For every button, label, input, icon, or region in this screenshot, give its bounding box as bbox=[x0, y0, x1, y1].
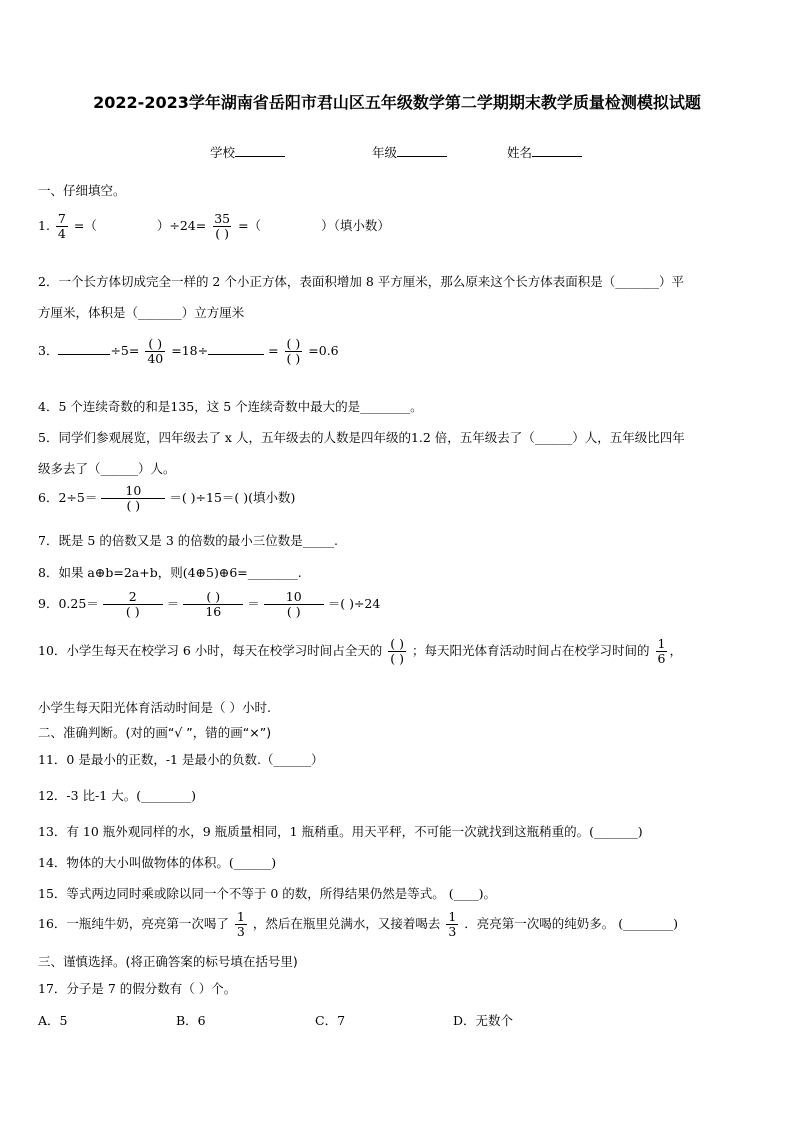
q9-fraction-10: $\frac{10}{( )}$ bbox=[266, 590, 322, 619]
section-3-heading: 三、谨慎选择。(将正确答案的标号填在括号里) bbox=[38, 954, 298, 969]
question-12: 12．-3 比-1 大。(________) bbox=[38, 788, 196, 803]
question-5-line-2: 级多去了（______）人。 bbox=[38, 461, 176, 476]
question-5-line-1: 5．同学们参观展览，四年级去了 x 人，五年级去的人数是四年级的1.2 倍，五年级去了（______）人，五年级比四年 bbox=[38, 430, 685, 445]
question-16: 16．一瓶纯牛奶，亮亮第一次喝了 $\frac{1}{3}$ ，然后在瓶里兑满水，又接着喝去 $\frac{1}{3}$ ．亮亮第一次喝的纯奶多。 (________) bbox=[38, 909, 679, 939]
question-8: 8．如果 a⊕b=2a+b，则(4⊕5)⊕6=________. bbox=[38, 565, 302, 580]
q3-blank-1[interactable] bbox=[58, 343, 110, 355]
option-b[interactable]: B．6 bbox=[176, 1013, 206, 1028]
q10-fraction-blank: $\frac{( )}{( )}$ bbox=[390, 636, 405, 666]
q9-fraction-2: $\frac{2}{( )}$ bbox=[105, 590, 161, 619]
q6-fraction-10: $\frac{10}{( )}$ bbox=[103, 484, 163, 513]
school-label: 学校 bbox=[210, 145, 236, 160]
name-label: 姓名 bbox=[507, 145, 533, 160]
q10-fraction-1-6: $\frac{1}{6}$ bbox=[657, 636, 666, 666]
question-3: 3． ÷5= $\frac{( )}{40}$ =18÷ = $\frac{( )}{( )}$ =0.6 bbox=[38, 336, 339, 366]
question-2-line-2: 方厘米，体积是（_______）立方厘米 bbox=[38, 305, 245, 320]
question-15: 15．等式两边同时乘或除以同一个不等于 0 的数，所得结果仍然是等式。 (____)。 bbox=[38, 886, 497, 901]
q3-fraction-40: $\frac{( )}{40}$ bbox=[147, 336, 164, 366]
question-6: 6．2÷5＝ $\frac{10}{( )}$ ＝( )÷15＝( )(填小数) bbox=[38, 483, 296, 513]
question-17: 17．分子是 7 的假分数有（ ）个。 bbox=[38, 981, 237, 996]
section-2-heading: 二、准确判断。(对的画“√ ”，错的画“×”) bbox=[38, 725, 272, 740]
question-11: 11．0 是最小的正数，-1 是最小的负数.（______） bbox=[38, 752, 324, 767]
grade-label: 年级 bbox=[372, 145, 398, 160]
question-10: 10．小学生每天在校学习 6 小时，每天在校学习时间占全天的 $\frac{( )}{( )}$ ；每天阳光体育活动时间占在校学习时间的 $\frac{1}{6}$ ， bbox=[38, 636, 682, 666]
section-1-heading: 一、仔细填空。 bbox=[38, 183, 126, 198]
question-1: 1. $\frac{7}{4}$ =（ ）÷24= $\frac{35}{( )}$ =（ ）（填小数） bbox=[38, 211, 390, 241]
question-4: 4．5 个连续奇数的和是135，这 5 个连续奇数中最大的是________。 bbox=[38, 399, 423, 414]
grade-blank[interactable] bbox=[397, 145, 447, 157]
q16-fraction-1: $\frac{1}{3}$ bbox=[236, 909, 245, 939]
q9-fraction-16: $\frac{( )}{16}$ bbox=[185, 590, 241, 619]
question-10-line-2: 小学生每天阳光体育活动时间是（ ）小时. bbox=[38, 700, 271, 715]
q1-fraction-7-4: $\frac{7}{4}$ bbox=[57, 211, 66, 241]
question-14: 14．物体的大小叫做物体的体积。(______) bbox=[38, 855, 277, 870]
page-title: 2022-2023学年湖南省岳阳市君山区五年级数学第二学期期末教学质量检测模拟试题 bbox=[93, 93, 701, 112]
school-blank[interactable] bbox=[235, 145, 285, 157]
question-13: 13．有 10 瓶外观同样的水，9 瓶质量相同，1 瓶稍重。用天平秤，不可能一次就找到这瓶稍重的。(_______) bbox=[38, 824, 643, 839]
question-7: 7．既是 5 的倍数又是 3 的倍数的最小三位数是_____. bbox=[38, 533, 338, 548]
school-field bbox=[210, 143, 285, 161]
q16-fraction-2: $\frac{1}{3}$ bbox=[448, 909, 457, 939]
q3-blank-2[interactable] bbox=[208, 343, 264, 355]
q1-fraction-35: $\frac{35}{( )}$ bbox=[214, 211, 231, 241]
name-field bbox=[507, 143, 582, 161]
question-9: 9．0.25＝ $\frac{2}{( )}$ ＝ $\frac{( )}{16}$ ＝ $\frac{10}{( )}$ ＝( )÷24 bbox=[38, 589, 381, 619]
q1-number: 1. bbox=[38, 217, 50, 233]
option-d[interactable]: D．无数个 bbox=[453, 1013, 514, 1028]
option-c[interactable]: C．7 bbox=[315, 1013, 346, 1028]
q3-fraction-blank: $\frac{( )}{( )}$ bbox=[286, 336, 301, 366]
grade-field bbox=[372, 143, 447, 161]
name-blank[interactable] bbox=[532, 145, 582, 157]
question-2-line-1: 2．一个长方体切成完全一样的 2 个小正方体，表面积增加 8 平方厘米，那么原来这个长方体表面积是（_______）平 bbox=[38, 274, 685, 289]
option-a[interactable]: A．5 bbox=[38, 1013, 68, 1028]
